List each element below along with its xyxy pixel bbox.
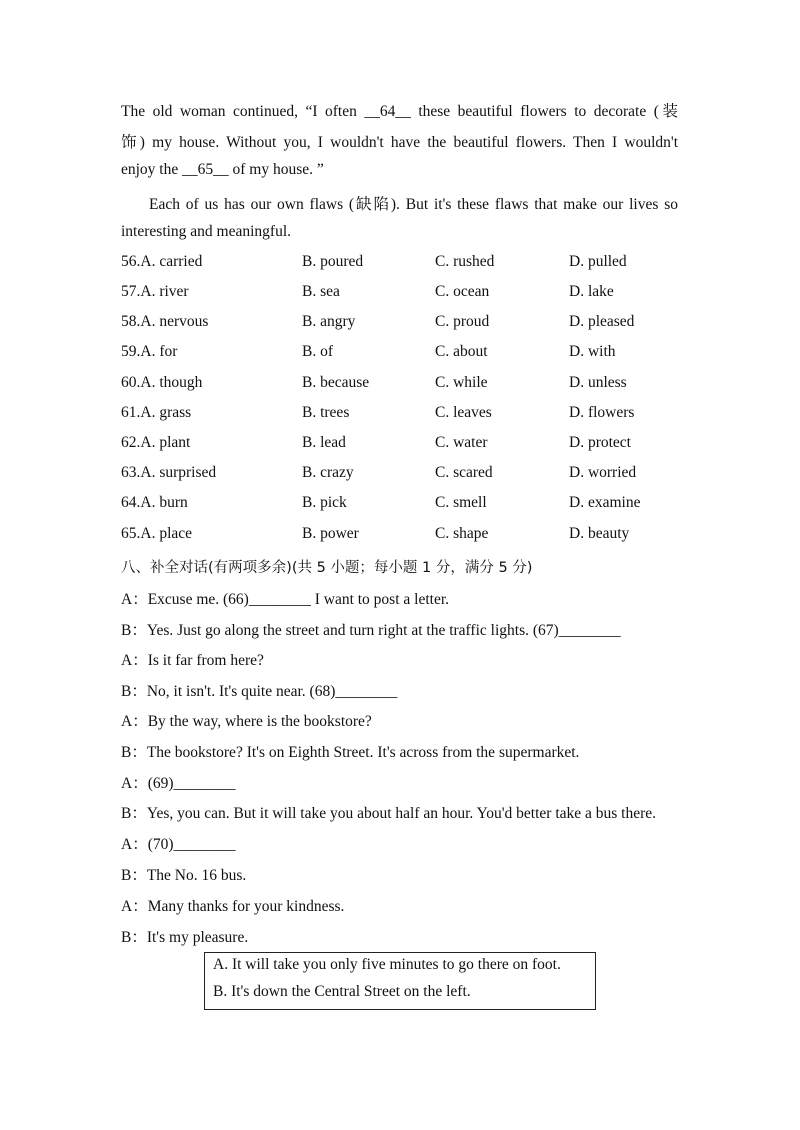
option-d: D. pulled bbox=[569, 253, 627, 270]
section-heading: 八、补全对话(有两项多余)(共 5 小题；每小题 1 分，满分 5 分) bbox=[121, 560, 533, 576]
option-a: 56.A. carried bbox=[121, 253, 203, 270]
passage-line: Each of us has our own flaws (缺陷). But it's these flaws that make our lives so bbox=[149, 196, 678, 213]
option-a: 57.A. river bbox=[121, 283, 189, 300]
option-c: C. while bbox=[435, 374, 488, 391]
option-b: B. poured bbox=[302, 253, 364, 270]
option-a: 61.A. grass bbox=[121, 404, 192, 421]
option-c: C. proud bbox=[435, 313, 490, 330]
dialogue-line: A：By the way, where is the bookstore? bbox=[121, 713, 372, 730]
passage-line: interesting and meaningful. bbox=[121, 223, 292, 240]
dialogue-line: A：(69)________ bbox=[121, 775, 236, 792]
dialogue-line: B：No, it isn't. It's quite near. (68)________ bbox=[121, 683, 398, 700]
dialogue-line: B：The No. 16 bus. bbox=[121, 867, 247, 884]
choice-item: A. It will take you only five minutes to go there on foot. bbox=[213, 956, 561, 973]
option-a: 60.A. though bbox=[121, 374, 203, 391]
option-b: B. because bbox=[302, 374, 370, 391]
option-d: D. unless bbox=[569, 374, 627, 391]
option-a: 58.A. nervous bbox=[121, 313, 209, 330]
option-b: B. of bbox=[302, 343, 333, 360]
option-b: B. angry bbox=[302, 313, 356, 330]
option-d: D. beauty bbox=[569, 525, 630, 542]
option-b: B. power bbox=[302, 525, 359, 542]
option-a: 63.A. surprised bbox=[121, 464, 217, 481]
option-a: 65.A. place bbox=[121, 525, 193, 542]
option-a: 62.A. plant bbox=[121, 434, 191, 451]
option-b: B. crazy bbox=[302, 464, 354, 481]
dialogue-line: B：The bookstore? It's on Eighth Street. It's across from the supermarket. bbox=[121, 744, 580, 761]
dialogue-line: A：Is it far from here? bbox=[121, 652, 264, 669]
option-d: D. examine bbox=[569, 494, 641, 511]
option-b: B. pick bbox=[302, 494, 347, 511]
passage-line: enjoy the __65__ of my house. ” bbox=[121, 161, 324, 178]
choices-box bbox=[204, 952, 596, 1010]
dialogue-line: A：Many thanks for your kindness. bbox=[121, 898, 345, 915]
option-d: D. pleased bbox=[569, 313, 635, 330]
option-d: D. lake bbox=[569, 283, 614, 300]
option-d: D. with bbox=[569, 343, 616, 360]
option-c: C. ocean bbox=[435, 283, 490, 300]
dialogue-line: A：(70)________ bbox=[121, 836, 236, 853]
option-d: D. protect bbox=[569, 434, 631, 451]
option-c: C. scared bbox=[435, 464, 493, 481]
dialogue-line: B：It's my pleasure. bbox=[121, 929, 249, 946]
passage-line: 饰) my house. Without you, I wouldn't have the beautiful flowers. Then I wouldn't bbox=[121, 134, 678, 151]
option-b: B. lead bbox=[302, 434, 346, 451]
option-c: C. water bbox=[435, 434, 488, 451]
dialogue-line: A：Excuse me. (66)________ I want to post a letter. bbox=[121, 591, 450, 608]
choice-item: B. It's down the Central Street on the left. bbox=[213, 983, 471, 1000]
option-c: C. shape bbox=[435, 525, 489, 542]
option-c: C. smell bbox=[435, 494, 487, 511]
passage-line: The old woman continued, “I often __64__ these beautiful flowers to decorate (装 bbox=[121, 103, 678, 120]
dialogue-line: B：Yes. Just go along the street and turn right at the traffic lights. (67)________ bbox=[121, 622, 621, 639]
dialogue-line: B：Yes, you can. But it will take you about half an hour. You'd better take a bus there. bbox=[121, 805, 657, 822]
option-a: 64.A. burn bbox=[121, 494, 188, 511]
option-d: D. flowers bbox=[569, 404, 635, 421]
option-c: C. about bbox=[435, 343, 488, 360]
option-c: C. rushed bbox=[435, 253, 495, 270]
option-d: D. worried bbox=[569, 464, 637, 481]
option-b: B. sea bbox=[302, 283, 340, 300]
option-a: 59.A. for bbox=[121, 343, 178, 360]
option-b: B. trees bbox=[302, 404, 350, 421]
option-c: C. leaves bbox=[435, 404, 492, 421]
